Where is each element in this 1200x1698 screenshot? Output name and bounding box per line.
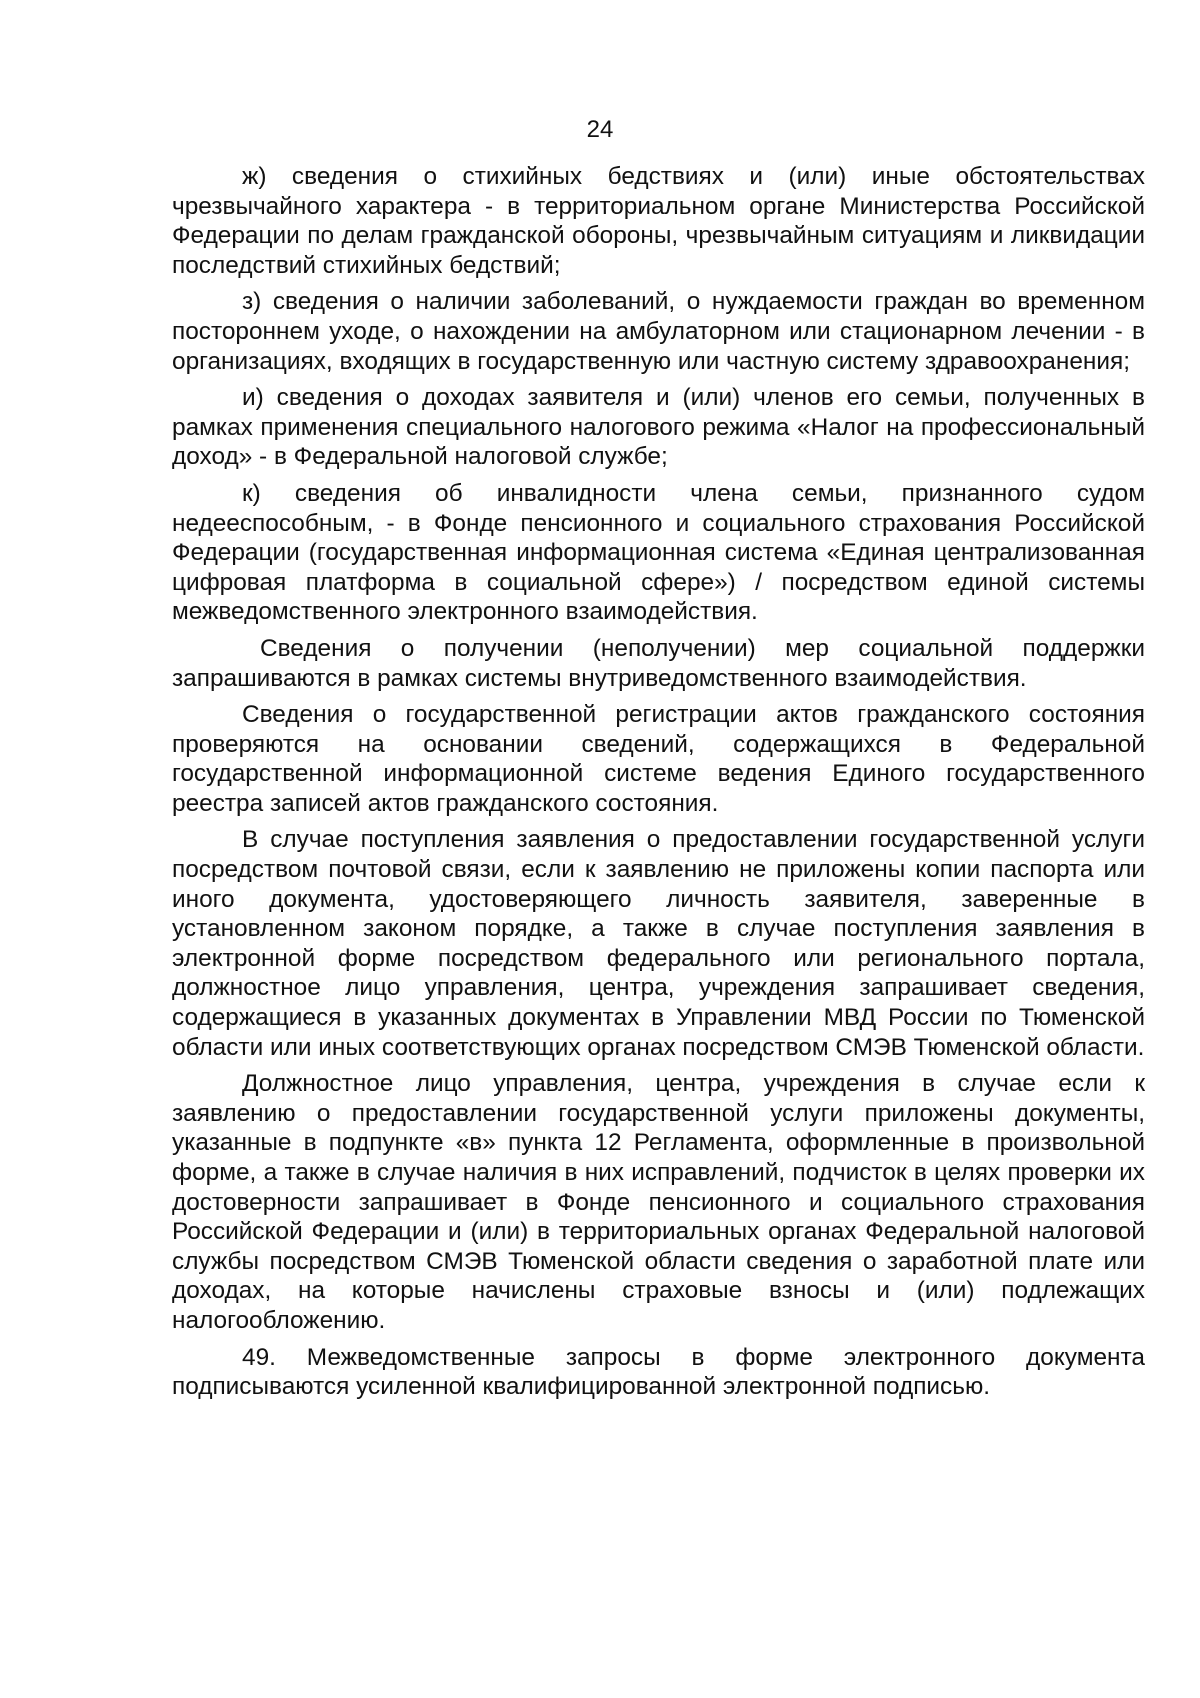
- paragraph-postal-application: В случае поступления заявления о предоставлении государственной услуги посредством почтовой связи, если к заявлению не приложены копии паспорта или иного документа, удостоверяющего личность заявителя, заверенные в установленном законом порядке, а также в случае поступления заявления в электронной форме посредством федерального или регионального портала, должностное лицо управления, центра, учреждения запрашивает сведения, содержащиеся в указанных документах в Управлении МВД России по Тюменской области или иных соответствующих органах посредством СМЭВ Тюменской области.: [172, 826, 1145, 1061]
- paragraph-zh: ж) сведения о стихийных бедствиях и (или) иные обстоятельствах чрезвычайного характера - в территориальном органе Министерства Российской Федерации по делам гражданской обороны, чрезвычайным ситуациям и ликвидации последствий стихийных бедствий;: [172, 163, 1145, 279]
- document-body: [172, 162, 1145, 1409]
- paragraph-social-support: Сведения о получении (неполучении) мер социальной поддержки запрашиваются в рамках системы внутриведомственного взаимодействия.: [172, 634, 1145, 692]
- paragraph-z: з) сведения о наличии заболеваний, о нуждаемости граждан во временном постороннем уходе, о нахождении на амбулаторном или стационарном лечении - в организациях, входящих в государственную или частную систему здравоохранения;: [172, 288, 1145, 375]
- paragraph-49: 49. Межведомственные запросы в форме электронного документа подписываются усиленной квалифицированной электронной подписью.: [172, 1343, 1145, 1401]
- paragraph-civil-registration: Сведения о государственной регистрации актов гражданского состояния проверяются на основании сведений, содержащихся в Федеральной государственной информационной системе ведения Единого государственного реестра записей актов гражданского состояния.: [172, 701, 1145, 817]
- paragraph-i: и) сведения о доходах заявителя и (или) членов его семьи, полученных в рамках применения специального налогового режима «Налог на профессиональный доход» - в Федеральной налоговой службе;: [172, 384, 1145, 471]
- page-number: 24: [586, 116, 614, 143]
- paragraph-k: к) сведения об инвалидности члена семьи, признанного судом недееспособным, - в Фонде пенсионного и социального страхования Российской Федерации (государственная информационная система «Единая централизованная цифровая платформа в социальной сфере») / посредством единой системы межведомственного электронного взаимодействия.: [172, 479, 1145, 626]
- paragraph-income-verification: Должностное лицо управления, центра, учреждения в случае если к заявлению о предоставлении государственной услуги приложены документы, указанные в подпункте «в» пункта 12 Регламента, оформленные в произвольной форме, а также в случае наличия в них исправлений, подчисток в целях проверки их достоверности запрашивает в Фонде пенсионного и социального страхования Российской Федерации и (или) в территориальных органах Федеральной налоговой службы посредством СМЭВ Тюменской области сведения о заработной плате или доходах, на которые начислены страховые взносы и (или) подлежащих налогообложению.: [172, 1070, 1145, 1334]
